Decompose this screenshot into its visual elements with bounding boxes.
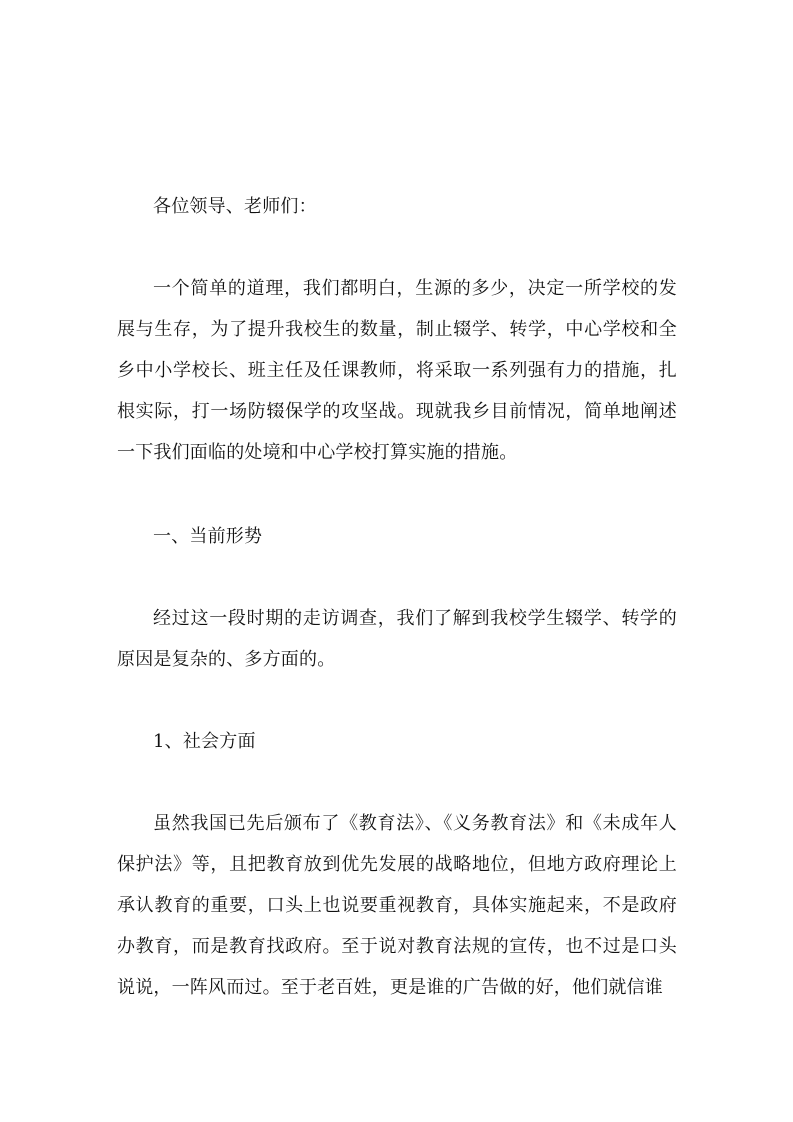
law-paragraph: 虽然我国已先后颁布了《教育法》、《义务教育法》和《未成年人保护法》等，且把教育放到优先发展的战略地位，但地方政府理论上承认教育的重要，口头上也说要重视教育，具体实施起来，不是政府办教育，而是教育找政府。至于说对教育法规的宣传，也不过是口头说说，一阵风而过。至于老百姓，更是谁的广告做的好，他们就信谁 <box>117 813 677 998</box>
salutation: 各位领导、老师们： <box>153 196 317 217</box>
section-heading-current-situation: 一、当前形势 <box>153 526 263 547</box>
intro-paragraph: 一个简单的道理，我们都明白，生源的多少，决定一所学校的发展与生存，为了提升我校生的数量，制止辍学、转学，中心学校和全乡中小学校长、班主任及任课教师，将采取一系列强有力的措施，扎根实际，打一场防辍保学的攻坚战。现就我乡目前情况，简单地阐述一下我们面临的处境和中心学校打算实施的措施。 <box>117 278 677 463</box>
subsection-heading-social: 1、社会方面 <box>153 731 256 752</box>
survey-paragraph: 经过这一段时期的走访调查，我们了解到我校学生辍学、转学的原因是复杂的、多方面的。 <box>117 608 677 670</box>
